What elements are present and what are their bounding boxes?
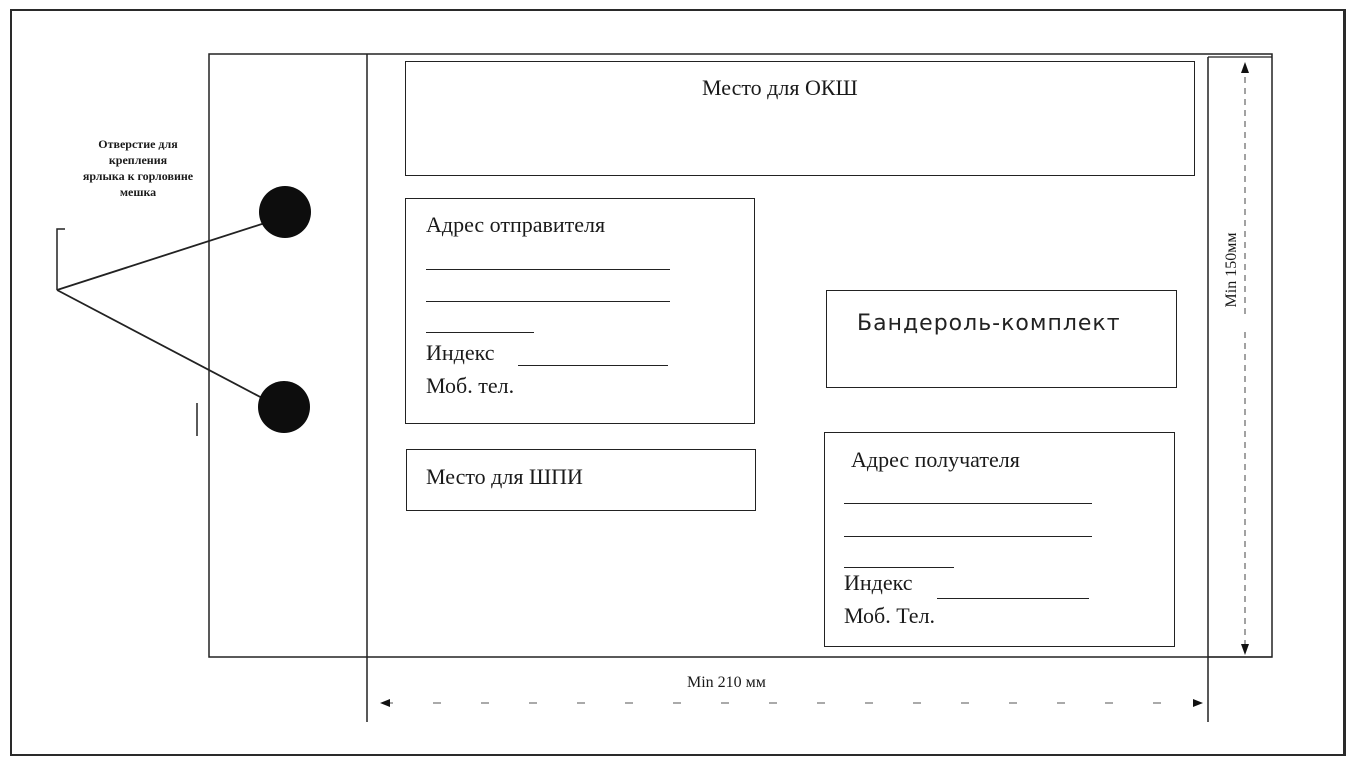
recipient-line-1 (844, 503, 1092, 504)
hole-note-line: мешка (119, 185, 157, 199)
sender-phone-label: Моб. тел. (426, 373, 515, 398)
sender-title: Адрес отправителя (426, 212, 606, 237)
sender-line-1 (426, 269, 670, 270)
recipient-title: Адрес получателя (851, 447, 1020, 472)
recipient-address-box (824, 432, 1175, 647)
okh-box (405, 61, 1195, 176)
height-arrow-up (1241, 62, 1249, 73)
height-dimension-label: Min 150мм (1223, 232, 1240, 308)
width-arrow-left (380, 699, 390, 707)
recipient-index-label: Индекс (844, 570, 913, 595)
recipient-index-line (937, 598, 1089, 599)
hole-note-line: крепления (108, 153, 168, 167)
sender-index-line (518, 365, 668, 366)
hole-bottom (258, 381, 310, 433)
package-type-box (826, 290, 1177, 388)
leader-line-top (57, 222, 268, 290)
hole-note-line: ярлыка к горловине (82, 169, 194, 183)
leader-line-bottom (57, 290, 266, 400)
package-type-label: Бандероль-комплект (857, 311, 1121, 336)
okh-label: Место для ОКШ (702, 75, 858, 100)
recipient-line-3 (844, 567, 954, 568)
width-arrow-right (1193, 699, 1203, 707)
hole-top (259, 186, 311, 238)
hole-note-line: Отверстие для (98, 137, 178, 151)
shpi-box (406, 449, 756, 511)
hole-note (58, 136, 218, 200)
sender-line-2 (426, 301, 670, 302)
shpi-label: Место для ШПИ (426, 464, 583, 489)
recipient-phone-label: Моб. Тел. (844, 603, 936, 628)
recipient-line-2 (844, 536, 1092, 537)
width-dimension-label: Min 210 мм (687, 674, 766, 691)
height-arrow-down (1241, 644, 1249, 655)
note-bracket (57, 229, 65, 290)
sender-address-box (405, 198, 755, 424)
sender-line-3 (426, 332, 534, 333)
sender-index-label: Индекс (426, 340, 495, 365)
